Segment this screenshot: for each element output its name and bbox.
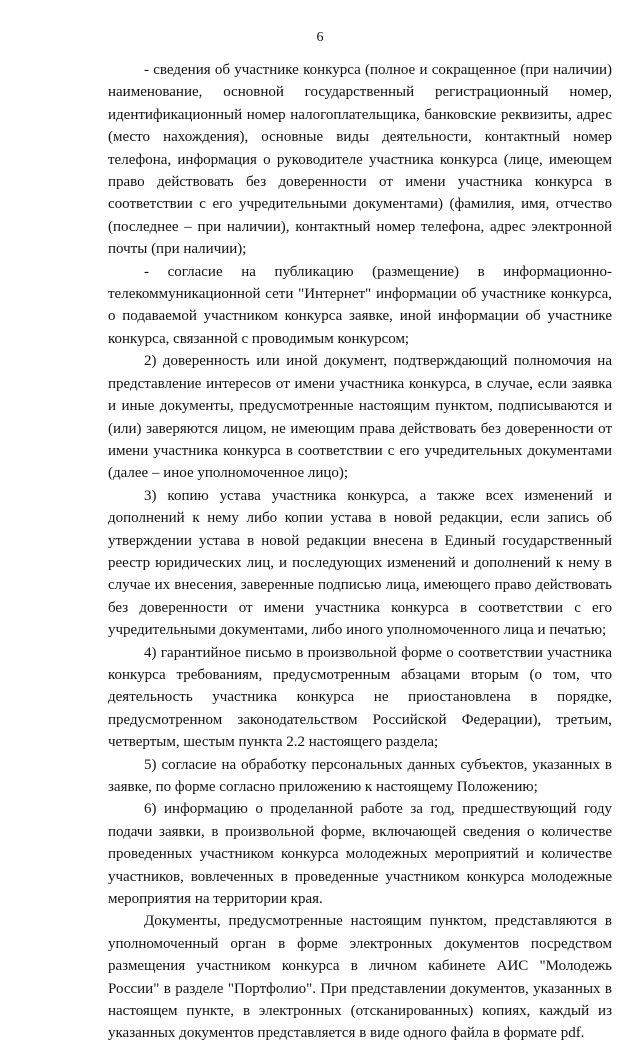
- page-number: 6: [316, 30, 324, 45]
- paragraph-item-3-charter-copy: 3) копию устава участника конкурса, а также всех изменений и дополнений к нему либо копии устава в новой редакции, если запись об утверждении устава в новой редакции внесена в Единый государственный реестр юридических лиц, и последующих изменений и дополнений к нему в случае их внесения, заверенные подписью лица, имеющего право действовать без доверенности от имени участника конкурса в соответствии с его учредительными документами, либо иного уполномоченного лица и печатью;: [108, 487, 612, 639]
- paragraph-item-5-data-consent: 5) согласие на обработку персональных данных субъектов, указанных в заявке, по форме согласно приложению к настоящему Положению;: [108, 756, 612, 795]
- paragraph-publication-consent: - согласие на публикацию (размещение) в информационно-телекоммуникационной сети "Интернет" информации об участнике конкурса, о подаваемой участником конкурса заявке, иной информации об участнике конкурса, связанной с проводимым конкурсом;: [108, 263, 612, 347]
- paragraph-submission-rules: Документы, предусмотренные настоящим пунктом, представляются в уполномоченный орган в форме электронных документов посредством размещения участником конкурса в личном кабинете АИС "Молодежь России" в разделе "Портфолио". При представлении документов, указанных в настоящем пункте, в электронных (отсканированных) копиях, каждый из указанных документов представляется в виде одного файла в формате pdf.: [108, 913, 612, 1042]
- paragraph-item-6-work-report: 6) информацию о проделанной работе за год, предшествующий году подачи заявки, в произвольной форме, включающей сведения о количестве проведенных участником конкурса молодежных мероприятий и количестве участников, вовлеченных в проведенные участником конкурса молодежные мероприятия на территории края.: [108, 801, 612, 908]
- paragraph-item-4-guarantee-letter: 4) гарантийное письмо в произвольной форме о соответствии участника конкурса требованиям, предусмотренным абзацами вторым (о том, что деятельность участника конкурса не приостановлена в порядке, предусмотренном законодательством Российской Федерации), третьим, четвертым, шестым пункта 2.2 настоящего раздела;: [108, 644, 612, 751]
- paragraph-item-2-power-of-attorney: 2) доверенность или иной документ, подтверждающий полномочия на представление интересов от имени участника конкурса, в случае, если заявка и иные документы, предусмотренные настоящим пунктом, подписываются и (или) заверяются лицом, не имеющим права действовать без доверенности от имени участника конкурса в соответствии с его учредительных документами (далее – иное уполномоченное лицо);: [108, 353, 612, 482]
- document-body: [108, 59, 612, 1045]
- paragraph-participant-info: - сведения об участнике конкурса (полное и сокращенное (при наличии) наименование, основной государственный регистрационный номер, идентификационный номер налогоплательщика, банковские реквизиты, адрес (место нахождения), основные виды деятельности, контактный номер телефона, информация о руководителе участника конкурса (лице, имеющем право действовать без доверенности от имени участника конкурса в соответствии с его учредительными документами) (фамилия, имя, отчество (последнее – при наличии), контактный номер телефона, адрес электронной почты (при наличии);: [108, 62, 612, 258]
